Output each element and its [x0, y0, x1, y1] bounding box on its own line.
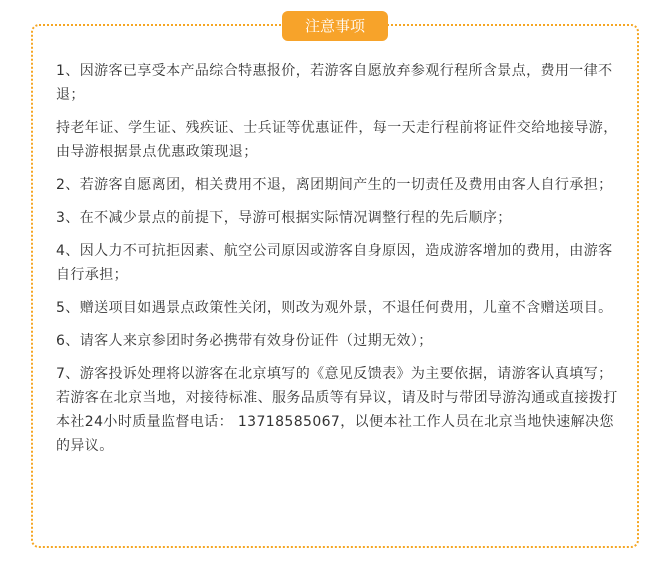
notice-content	[56, 59, 621, 467]
notice-item-5: 5、赠送项目如遇景点政策性关闭，则改为观外景，不退任何费用，儿童不含赠送项目。	[56, 300, 613, 316]
notice-title: 注意事项	[282, 11, 388, 41]
notice-item-4: 4、因人力不可抗拒因素、航空公司原因或游客自身原因，造成游客增加的费用，由游客自行承担；	[56, 243, 613, 283]
notice-item-1: 1、因游客已享受本产品综合特惠报价，若游客自愿放弃参观行程所含景点，费用一律不退；	[56, 63, 613, 103]
notice-item-3: 3、在不减少景点的前提下，导游可根据实际情况调整行程的先后顺序；	[56, 210, 512, 226]
notice-box	[31, 17, 639, 548]
notice-item-discount-certificates: 持老年证、学生证、残疾证、士兵证等优惠证件，每一天走行程前将证件交给地接导游，由导游根据景点优惠政策现退；	[56, 120, 618, 160]
notice-item-2: 2、若游客自愿离团，相关费用不退，离团期间产生的一切责任及费用由客人自行承担；	[56, 177, 613, 193]
notice-item-7: 7、游客投诉处理将以游客在北京填写的《意见反馈表》为主要依据，请游客认真填写；若游客在北京当地，对接待标准、服务品质等有异议，请及时与带团导游沟通或直接拨打本社24小时质量监督电话： 13718585067，以便本社工作人员在北京当地快速解决您的异议。	[56, 366, 618, 454]
notice-item-6: 6、请客人来京参团时务必携带有效身份证件（过期无效）；	[56, 333, 433, 349]
